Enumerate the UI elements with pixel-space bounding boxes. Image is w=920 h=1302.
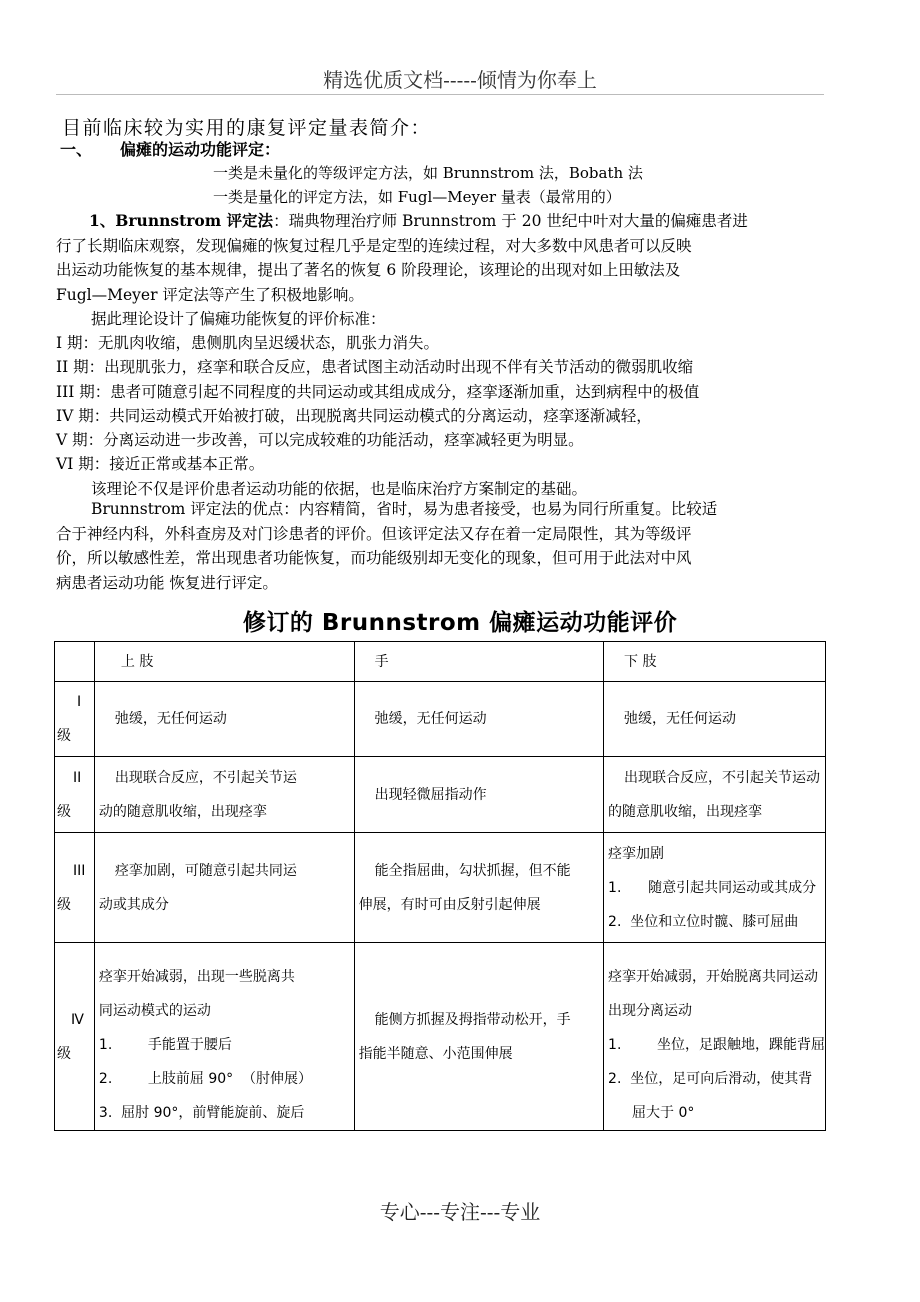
brunnstrom-table xyxy=(54,641,826,1131)
header-divider xyxy=(56,94,824,95)
table-title: 修订的 Brunnstrom 偏瘫运动功能评价 xyxy=(242,610,678,636)
lower-text: 2. 坐位，足可向后滑动，使其背 xyxy=(608,1071,813,1087)
hand-cell xyxy=(354,757,603,833)
level-suffix: 级 xyxy=(57,1045,71,1062)
page-footer: 专心---专注---专业 xyxy=(379,1200,541,1224)
type-line-2: 一类是量化的评定方法，如 Fugl—Meyer 量表（最常用的） xyxy=(213,188,621,206)
page-header: 精选优质文档-----倾情为你奉上 xyxy=(323,68,597,92)
advantages-line-2: 合于神经内科，外科查房及对门诊患者的评价。但该评定法又存在着一定局限性，其为等级评 xyxy=(56,524,692,543)
advantages-line-4: 病患者运动功能 恢复进行评定。 xyxy=(56,573,278,592)
hand-text: 能全指屈曲，勾状抓握，但不能 xyxy=(374,862,571,879)
brunnstrom-line-2: 行了长期临床观察，发现偏瘫的恢复过程几乎是定型的连续过程，对大多数中风患者可以反映 xyxy=(56,236,692,255)
level-suffix: 级 xyxy=(57,728,71,744)
brunnstrom-line-4: Fugl—Meyer 评定法等产生了积极地影响。 xyxy=(56,285,364,304)
lower-text: 痉挛开始减弱，开始脱离共同运动 xyxy=(608,969,819,985)
upper-text: 1. 手能置于腰后 xyxy=(98,1037,232,1053)
table-row xyxy=(55,757,826,833)
level-number: I xyxy=(77,694,82,710)
lower-text: 的随意肌收缩，出现痉挛 xyxy=(608,803,763,820)
lower-text: 弛缓，无任何运动 xyxy=(624,711,737,727)
level-cell xyxy=(55,757,95,833)
stage-3: III 期：患者可随意引起不同程度的共同运动或其组成成分，痉挛逐渐加重，达到病程中的极值 xyxy=(56,383,700,401)
intro-title: 目前临床较为实用的康复评定量表简介： xyxy=(62,117,432,139)
level-cell xyxy=(55,943,95,1131)
hand-text: 指能半随意、小范围伸展 xyxy=(358,1045,513,1062)
lower-cell xyxy=(604,757,826,833)
stage-1: I 期：无肌肉收缩，患侧肌肉呈迟缓状态，肌张力消失。 xyxy=(56,334,440,352)
upper-cell xyxy=(94,757,354,833)
level-number: III xyxy=(73,862,86,879)
lower-text: 1. 坐位，足跟触地，踝能背屈 xyxy=(608,1037,825,1053)
table-header-row xyxy=(55,642,826,682)
advantages-line-3: 价，所以敏感性差，常出现患者功能恢复，而功能级别却无变化的现象，但可用于此法对中风 xyxy=(56,549,692,567)
header-empty-cell xyxy=(55,642,95,682)
stage-2: II 期：出现肌张力，痉挛和联合反应，患者试图主动活动时出现不伴有关节活动的微弱肌收缩 xyxy=(56,358,694,376)
type-line-1: 一类是未量化的等级评定方法，如 Brunnstrom 法，Bobath 法 xyxy=(213,164,643,182)
lower-text: 屈大于 0° xyxy=(632,1105,695,1121)
section-title: 偏瘫的运动功能评定： xyxy=(120,140,281,159)
stage-4: IV 期：共同运动模式开始被打破，出现脱离共同运动模式的分离运动，痉挛逐渐减轻， xyxy=(56,407,652,425)
table-row xyxy=(55,943,826,1131)
level-number: Ⅳ xyxy=(71,1011,84,1028)
upper-text: 痉挛开始减弱，出现一些脱离共 xyxy=(98,969,295,985)
stage-6: VI 期：接近正常或基本正常。 xyxy=(56,455,265,473)
brunnstrom-line-1: ：瑞典物理治疗师 Brunnstrom 于 20 世纪中叶对大量的偏瘫患者进 xyxy=(273,212,748,230)
advantages-paragraph xyxy=(56,497,828,595)
level-cell xyxy=(55,833,95,943)
hand-cell xyxy=(354,943,603,1131)
lower-text: 出现分离运动 xyxy=(608,1003,693,1019)
level-suffix: 级 xyxy=(57,803,71,820)
lower-text: 2. 坐位和立位时髋、膝可屈曲 xyxy=(608,913,799,930)
upper-text: 出现联合反应，不引起关节运 xyxy=(114,769,297,786)
basis-line: 该理论不仅是评价患者运动功能的依据，也是临床治疗方案制定的基础。 xyxy=(91,480,588,498)
criteria-intro: 据此理论设计了偏瘫功能恢复的评价标准： xyxy=(91,310,386,328)
level-suffix: 级 xyxy=(57,896,71,913)
upper-text: 2. 上肢前屈 90° （肘伸展） xyxy=(98,1071,313,1087)
stage-5: V 期：分离运动进一步改善，可以完成较难的功能活动，痉挛减轻更为明显。 xyxy=(56,431,584,449)
section-heading xyxy=(60,137,280,160)
upper-cell xyxy=(94,682,354,757)
header-lower: 下 肢 xyxy=(604,642,826,682)
upper-text: 动或其成分 xyxy=(98,896,169,913)
lower-text: 1. 随意引起共同运动或其成分 xyxy=(608,879,817,896)
lower-cell xyxy=(604,682,826,757)
brunnstrom-paragraph xyxy=(56,209,828,307)
hand-text: 能侧方抓握及拇指带动松开，手 xyxy=(374,1011,571,1028)
lower-cell xyxy=(604,943,826,1131)
advantages-line-1: Brunnstrom 评定法的优点：内容精简，省时，易为患者接受，也易为同行所重复。比较适 xyxy=(91,500,718,518)
hand-cell xyxy=(354,833,603,943)
hand-text: 出现轻微屈指动作 xyxy=(374,786,487,803)
header-hand: 手 xyxy=(354,642,603,682)
upper-text: 3. 屈肘 90°，前臂能旋前、旋后 xyxy=(98,1105,305,1121)
upper-text: 同运动模式的运动 xyxy=(98,1003,211,1019)
brunnstrom-heading: 1、Brunnstrom 评定法 xyxy=(89,211,274,230)
level-number: II xyxy=(73,769,82,786)
hand-text: 弛缓，无任何运动 xyxy=(374,711,487,727)
upper-text: 动的随意肌收缩，出现痉挛 xyxy=(98,803,267,820)
hand-cell xyxy=(354,682,603,757)
lower-cell xyxy=(604,833,826,943)
table-row xyxy=(55,833,826,943)
upper-text: 痉挛加剧，可随意引起共同运 xyxy=(114,862,297,879)
header-upper: 上 肢 xyxy=(94,642,354,682)
lower-text: 出现联合反应，不引起关节运动 xyxy=(624,769,821,786)
hand-text: 伸展，有时可由反射引起伸展 xyxy=(358,896,541,913)
section-number: 一、 xyxy=(60,140,93,159)
brunnstrom-line-3: 出运动功能恢复的基本规律，提出了著名的恢复 6 阶段理论，该理论的出现对如上田敏法及 xyxy=(56,261,681,279)
level-cell xyxy=(55,682,95,757)
lower-text: 痉挛加剧 xyxy=(608,845,665,862)
table-row xyxy=(55,682,826,757)
upper-cell xyxy=(94,943,354,1131)
upper-text: 弛缓，无任何运动 xyxy=(114,711,227,727)
upper-cell xyxy=(94,833,354,943)
